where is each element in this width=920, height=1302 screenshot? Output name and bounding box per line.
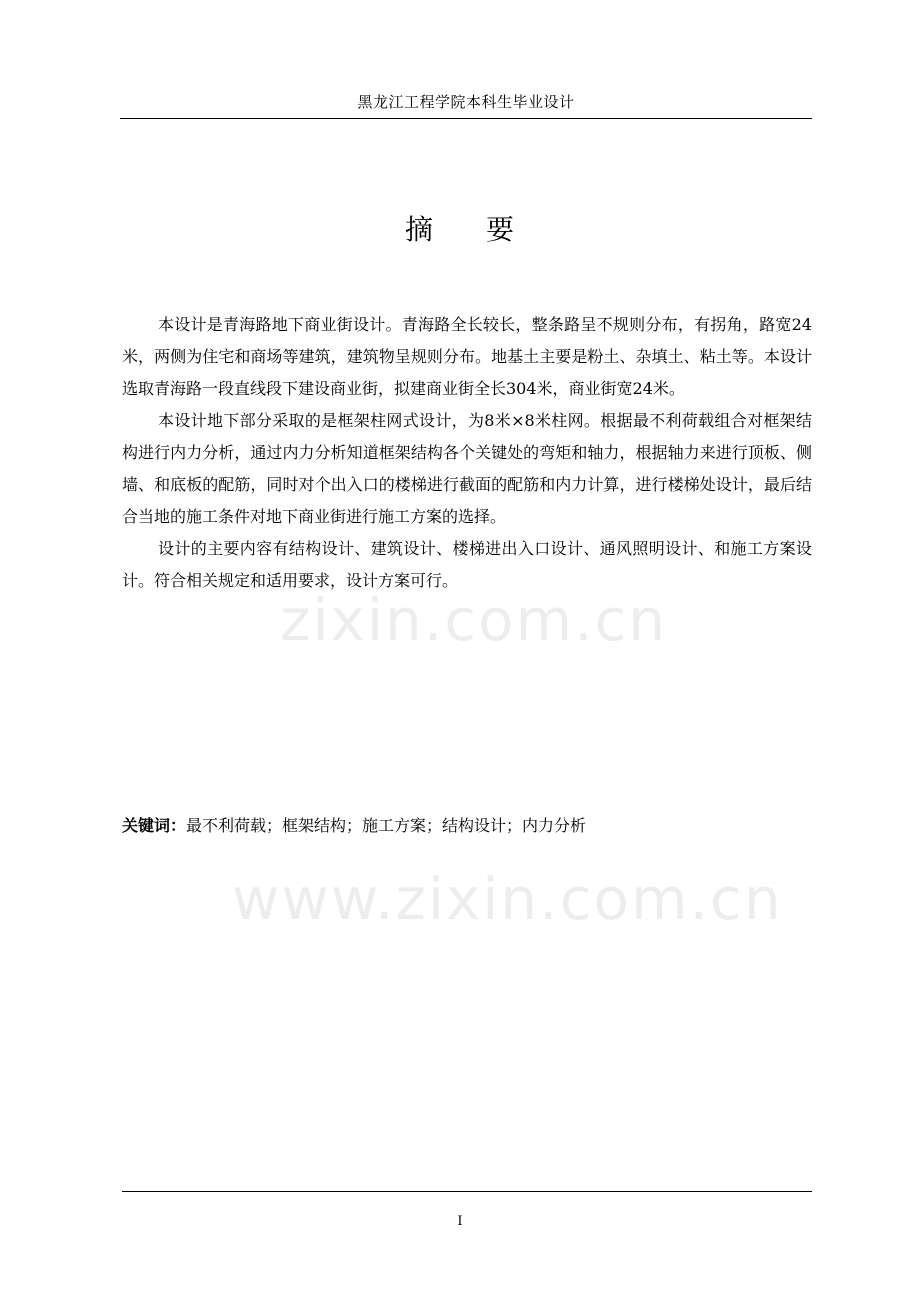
keywords-text: 最不利荷载；框架结构；施工方案；结构设计；内力分析 — [186, 816, 587, 835]
page-header — [120, 88, 812, 119]
title-char-1: 摘 — [404, 213, 434, 246]
keywords-label: 关键词： — [122, 816, 187, 835]
abstract-paragraph-3: 设计的主要内容有结构设计、建筑设计、楼梯进出入口设计、通风照明设计、和施工方案设计。符合相关规定和适用要求，设计方案可行。 — [122, 539, 812, 590]
abstract-paragraph-1: 本设计是青海路地下商业街设计。青海路全长较长，整条路呈不规则分布，有拐角，路宽24米，两侧为住宅和商场等建筑，建筑物呈规则分布。地基土主要是粉土、杂填土、粘土等。本设计选取青海路一段直线段下建设商业街，拟建商业街全长304米，商业街宽24米。 — [122, 315, 812, 398]
abstract-body — [122, 309, 812, 597]
keywords-line — [122, 810, 812, 842]
title-char-2: 要 — [486, 213, 516, 246]
footer-divider — [122, 1191, 812, 1192]
header-text: 黑龙江工程学院本科生毕业设计 — [357, 93, 575, 111]
watermark-top: zixin.com.cn — [280, 586, 668, 654]
abstract-paragraph-2: 本设计地下部分采取的是框架柱网式设计，为8米×8米柱网。根据最不利荷载组合对框架结构进行内力分析，通过内力分析知道框架结构各个关键处的弯矩和轴力，根据轴力来进行顶板、侧墙、和底板的配筋，同时对个出入口的楼梯进行截面的配筋和内力计算，进行楼梯处设计，最后结合当地的施工条件对地下商业街进行施工方案的选择。 — [122, 411, 812, 526]
watermark-bottom: www.zixin.com.cn — [232, 865, 783, 933]
page-number: I — [457, 1214, 463, 1229]
abstract-title — [0, 210, 920, 250]
